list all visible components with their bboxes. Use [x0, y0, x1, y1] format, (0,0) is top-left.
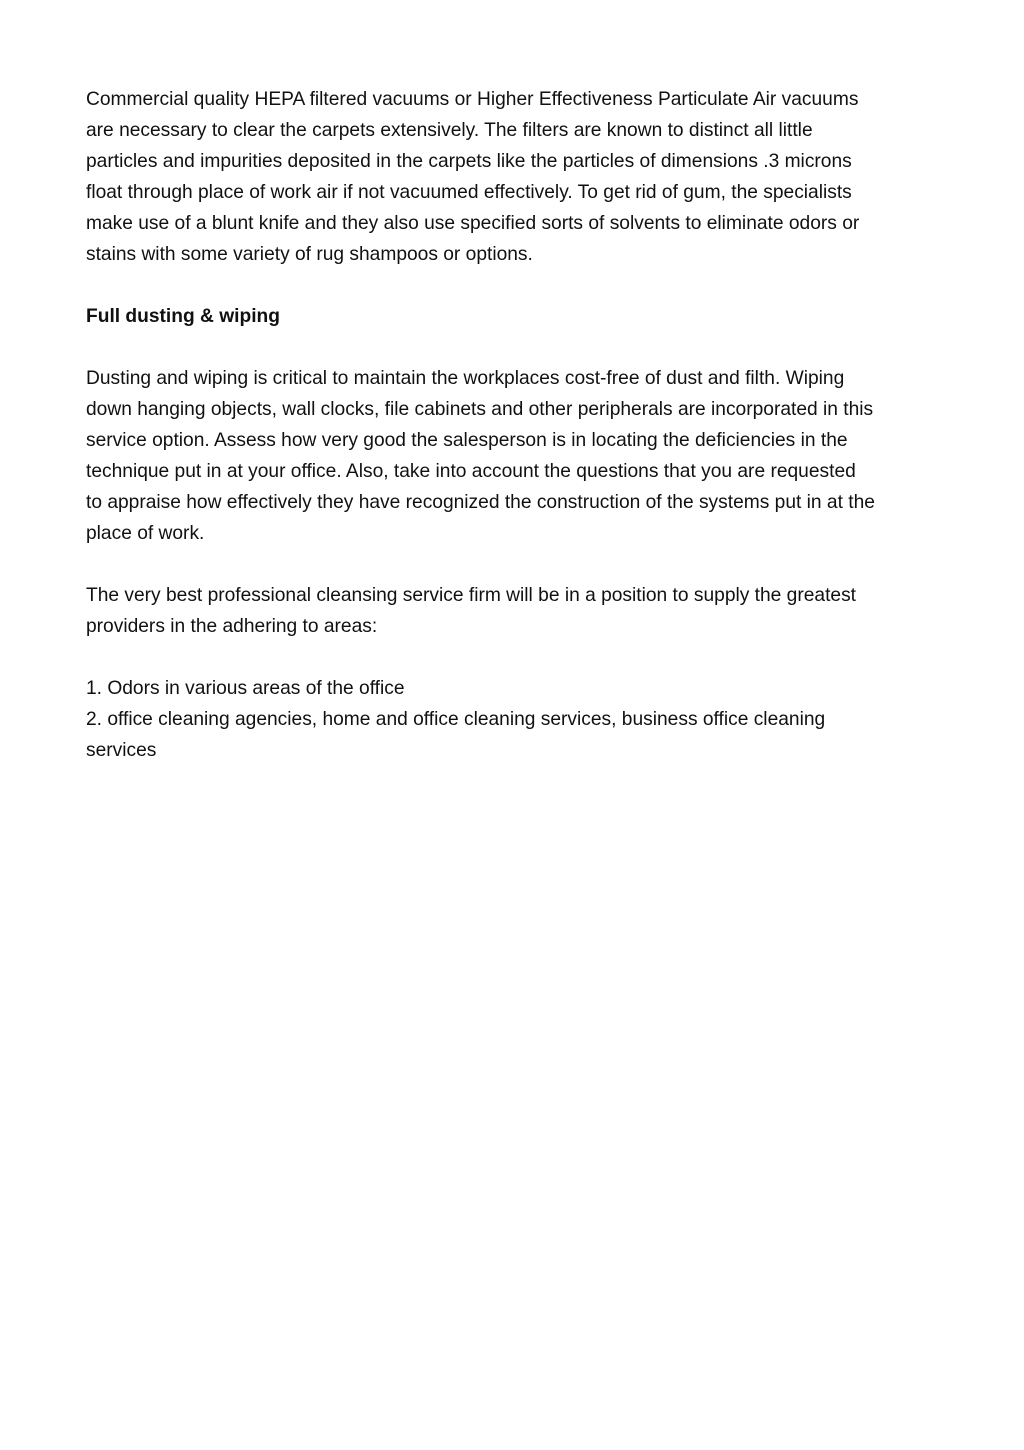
- list-item: 2. office cleaning agencies, home and office cleaning services, business office cleaning services: [86, 709, 826, 761]
- paragraph-service-areas: The very best professional cleansing service firm will be in a position to supply the greatest providers in the adhering to areas:: [86, 585, 857, 637]
- paragraph-hepa-vacuums: Commercial quality HEPA filtered vacuums or Higher Effectiveness Particulate Air vacuums are necessary to clear the carpets extensively. The filters are known to distinct all little particles and impurities deposited in the carpets like the particles of dimensions .3 microns float through place of work air if not vacuumed effectively. To get rid of gum, the specialists make use of a blunt knife and they also use specified sorts of solvents to eliminate odors or stains with some variety of rug shampoos or options.: [86, 89, 860, 265]
- document-body: [86, 84, 948, 766]
- service-areas-list: [86, 673, 948, 766]
- list-item: 1. Odors in various areas of the office: [86, 678, 405, 699]
- paragraph-dusting-wiping: Dusting and wiping is critical to maintain the workplaces cost-free of dust and filth. Wiping down hanging objects, wall clocks, file cabinets and other peripherals are incorporated in this service option. Assess how very good the salesperson is in locating the deficiencies in the technique put in at your office. Also, take into account the questions that you are requested to appraise how effectively they have recognized the construction of the systems put in at the place of work.: [86, 368, 875, 544]
- section-heading: Full dusting & wiping: [86, 306, 280, 327]
